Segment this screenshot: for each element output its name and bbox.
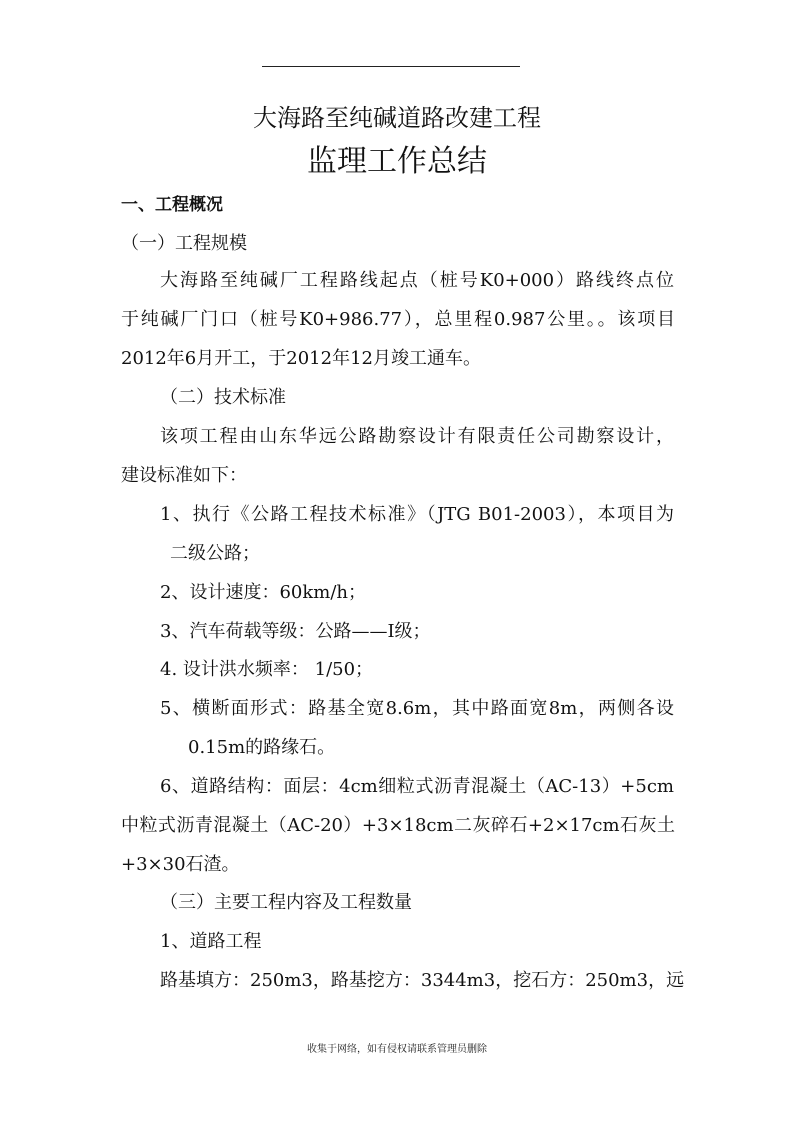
paragraph-line: 该项工程由山东华远公路勘察设计有限责任公司勘察设计，	[160, 426, 674, 447]
list-item-5: 5、横断面形式：路基全宽8.6m，其中路面宽8m，两侧各设	[160, 698, 674, 719]
list-item-1-continuation: 二级公路；	[170, 543, 260, 564]
paragraph-line: 2012年6月开工，于2012年12月竣工通车。	[121, 348, 481, 369]
list-item-2: 2、设计速度：60km/h；	[160, 582, 366, 603]
subsection-heading-scale: （一）工程规模	[121, 233, 247, 254]
list-item-1: 1、执行《公路工程技术标准》（JTG B01-2003），本项目为	[160, 504, 674, 525]
section-heading-overview: 一、工程概况	[121, 195, 223, 215]
list-item-6: 6、道路结构：面层：4cm细粒式沥青混凝土（AC-13）+5cm	[160, 776, 674, 797]
subsection-heading-standards: （二）技术标准	[160, 387, 286, 408]
list-item-3: 3、汽车荷载等级：公路——Ⅰ级；	[160, 621, 431, 642]
footer-note: 收集于网络，如有侵权请联系管理员删除	[307, 1044, 487, 1055]
list-item-6-continuation: 中粒式沥青混凝土（AC-20）+3×18cm二灰碎石+2×17cm石灰土	[121, 815, 675, 836]
paragraph-line: 大海路至纯碱厂工程路线起点（桩号K0+000）路线终点位	[160, 270, 674, 291]
road-works-heading: 1、道路工程	[160, 931, 262, 952]
paragraph-line: 于纯碱厂门口（桩号K0+986.77），总里程0.987公里。。该项目	[121, 309, 675, 330]
header-rule	[262, 66, 520, 67]
document-title: 大海路至纯碱道路改建工程	[253, 104, 541, 132]
document-subtitle: 监理工作总结	[307, 144, 487, 179]
subsection-heading-quantities: （三）主要工程内容及工程数量	[160, 892, 412, 913]
list-item-4: 4. 设计洪水频率： 1/50；	[160, 659, 374, 680]
list-item-5-continuation: 0.15m的路缘石。	[188, 737, 336, 758]
paragraph-line: 路基填方：250m3，路基挖方：3344m3，挖石方：250m3，远	[160, 970, 685, 991]
paragraph-line: 建设标准如下：	[121, 465, 247, 486]
list-item-6-continuation: +3×30石渣。	[121, 854, 240, 875]
